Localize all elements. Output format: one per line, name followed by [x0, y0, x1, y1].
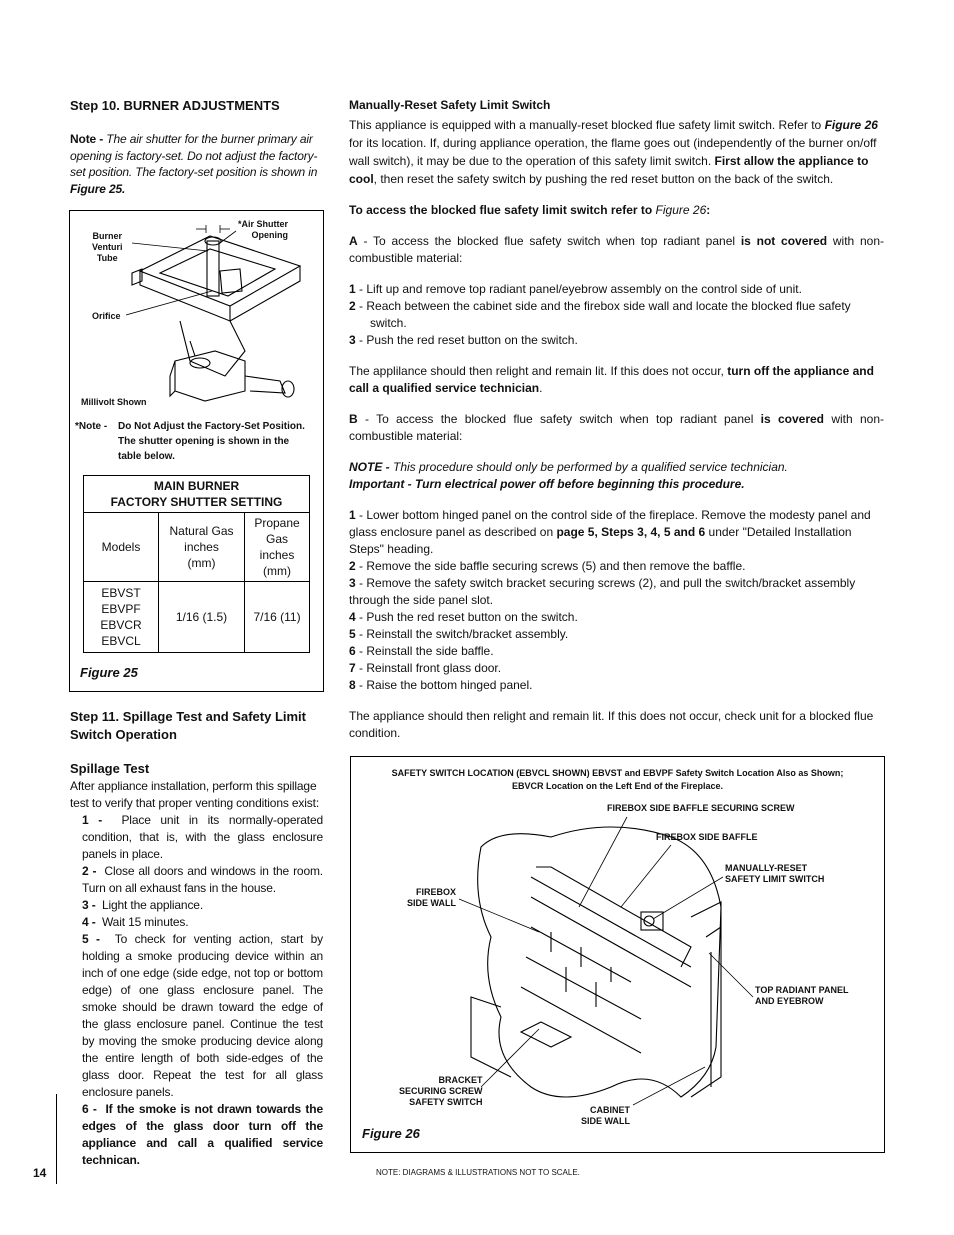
- relight-paragraph: The applilance should then relight and remain lit. If this does not occur, turn off the appliance and call a qualified service technician.: [349, 364, 874, 395]
- step11-title: Step 11. Spillage Test and Safety Limit Switch Operation: [70, 709, 306, 742]
- procedure-a-steps: [349, 281, 884, 349]
- step-text: - Reinstall the switch/bracket assembly.: [355, 627, 569, 641]
- step-number: 4 -: [82, 915, 96, 929]
- list-item: [70, 897, 323, 914]
- procedure-b-intro: B - To access the blocked flue safety switch when top radiant panel is covered with non-combustible material:: [349, 412, 884, 443]
- step-text: - Raise the bottom hinged panel.: [355, 678, 533, 692]
- left-column: [70, 97, 323, 197]
- table-row: [84, 582, 310, 653]
- step-number: 7: [349, 661, 356, 675]
- step-text: - Reinstall front glass door.: [355, 661, 502, 675]
- left-column-lower: [70, 708, 323, 1169]
- step-text: - Reinstall the side baffle.: [355, 644, 494, 658]
- callout-air-shutter: *Air Shutter Opening: [238, 219, 289, 240]
- step-text: Light the appliance.: [101, 898, 204, 912]
- step-number: 5: [349, 627, 356, 641]
- callout-radiant-panel: TOP RADIANT PANEL AND EYEBROW: [755, 985, 849, 1006]
- step-number: 6: [349, 644, 356, 658]
- step-number: 3: [349, 333, 356, 347]
- step-number: 1: [349, 282, 356, 296]
- step10-title: Step 10. BURNER ADJUSTMENTS: [70, 98, 280, 113]
- step-text: Wait 15 minutes.: [101, 915, 189, 929]
- table-title: MAIN BURNER FACTORY SHUTTER SETTING: [84, 476, 310, 513]
- col-natural-gas: Natural Gas inches (mm): [159, 513, 245, 582]
- step-number: 4: [349, 610, 356, 624]
- figure-26-label: Figure 26: [362, 1126, 420, 1141]
- power-off-warning: Important - Turn electrical power off before beginning this procedure.: [349, 477, 745, 491]
- callout-cabinet-wall: CABINET SIDE WALL: [581, 1105, 630, 1126]
- list-item: [349, 660, 884, 677]
- list-item: [70, 812, 323, 863]
- technician-note: NOTE - This procedure should only be performed by a qualified service technician.: [349, 460, 788, 474]
- propane-value: 7/16 (11): [245, 582, 310, 653]
- figure-26: [350, 756, 885, 1153]
- list-item: [349, 558, 884, 575]
- spillage-heading: Spillage Test: [70, 761, 150, 776]
- step-text: - Push the red reset button on the switch.: [355, 333, 578, 347]
- access-heading: To access the blocked flue safety limit switch refer to Figure 26:: [349, 203, 711, 217]
- step-text: - Reach between the cabinet side and the firebox side wall and locate the blocked flue safety switch.: [355, 299, 851, 330]
- step-number: 3: [349, 576, 356, 590]
- natural-gas-value: 1/16 (1.5): [159, 582, 245, 653]
- list-item: [70, 863, 323, 897]
- callout-firebox-wall: FIREBOX SIDE WALL: [407, 887, 456, 908]
- spillage-intro: After appliance installation, perform this spillage test to verify that proper venting conditions exist:: [70, 779, 319, 810]
- list-item: [349, 677, 884, 694]
- figure-25: [69, 210, 324, 692]
- fig25-note: *Note - Do Not Adjust the Factory-Set Position. The shutter opening is shown in the table below.: [75, 421, 305, 462]
- list-item: [349, 643, 884, 660]
- col-models: Models: [84, 513, 159, 582]
- step-number: 3 -: [82, 898, 96, 912]
- step10-note: Note - The air shutter for the burner primary air opening is factory-set. Do not adjust the factory-set position. The factory-set position is shown in Figure 25.: [70, 132, 318, 196]
- spillage-steps: [70, 812, 323, 1101]
- procedure-a-intro: A - To access the blocked flue safety switch when top radiant panel is not covered with non-combustible material:: [349, 234, 885, 265]
- figure-25-label: Figure 25: [80, 665, 138, 680]
- final-paragraph: The appliance should then relight and remain lit. If this does not occur, check unit for a blocked flue condition.: [349, 709, 874, 740]
- page-margin-rule: [56, 1094, 57, 1184]
- page-number: 14: [33, 1166, 47, 1180]
- step-text: Close all doors and windows in the room. Turn on all exhaust fans in the house.: [82, 864, 323, 895]
- list-item: [70, 914, 323, 931]
- callout-side-baffle: FIREBOX SIDE BAFFLE: [656, 832, 758, 842]
- list-item: [349, 626, 884, 643]
- list-item: [70, 931, 323, 1101]
- callout-safety-switch: MANUALLY-RESET SAFETY LIMIT SWITCH: [725, 863, 825, 884]
- step-number: 5 -: [82, 932, 100, 946]
- list-item: [349, 609, 884, 626]
- shutter-setting-table: [83, 475, 310, 653]
- callout-bracket-screw: BRACKET SECURING SCREW SAFETY SWITCH: [399, 1075, 483, 1107]
- models-list: EBVST EBVPF EBVCR EBVCL: [84, 582, 159, 653]
- callout-orifice: Orifice: [92, 311, 121, 321]
- step-number: 2: [349, 559, 356, 573]
- step-number: 2 -: [82, 864, 97, 878]
- list-item: [349, 298, 884, 332]
- callout-burner-venturi: Burner Venturi Tube: [92, 231, 123, 263]
- callout-baffle-screw: FIREBOX SIDE BAFFLE SECURING SCREW: [607, 803, 795, 813]
- col-propane: Propane Gas inches (mm): [245, 513, 310, 582]
- list-item: [349, 575, 884, 609]
- procedure-b-step-1: 1 - Lower bottom hinged panel on the control side of the fireplace. Remove the modesty panel and glass enclosure panel as described on page 5, Steps 3, 4, 5 and 6 under "Detailed Installation Steps" heading.: [349, 508, 871, 556]
- procedure-b-steps: [349, 558, 884, 694]
- step-number: 1 -: [82, 813, 103, 827]
- right-column: [349, 97, 884, 742]
- step-text: To check for venting action, start by holding a smoke producing device within an inch of one edge (side edge, not top or bottom edge) of one glass enclosure panel. The smoke should be drawn toward the edge of the glass enclosure panel. Continue the test by moving the smoke producing device along the entire length of both side-edges of the glass door. Repeat the test for all glass enclosure panels.: [82, 932, 324, 1099]
- footer-note: NOTE: DIAGRAMS & ILLUSTRATIONS NOT TO SCALE.: [376, 1168, 580, 1177]
- step-number: 8: [349, 678, 356, 692]
- step-number: 2: [349, 299, 356, 313]
- step-text: - Push the red reset button on the switch.: [355, 610, 578, 624]
- table-row: [84, 513, 310, 582]
- list-item: [349, 332, 884, 349]
- spillage-step-6: 6 - If the smoke is not drawn towards the edges of the glass door turn off the appliance and call a qualified service technican.: [82, 1102, 323, 1167]
- table-row: [84, 476, 310, 513]
- manual-reset-heading: Manually-Reset Safety Limit Switch: [349, 98, 551, 112]
- step-text: - Lift up and remove top radiant panel/eyebrow assembly on the control side of unit.: [355, 282, 802, 296]
- callout-millivolt: Millivolt Shown: [81, 397, 147, 407]
- step-text: - Remove the side baffle securing screws (5) and then remove the baffle.: [355, 559, 746, 573]
- manual-reset-intro: This appliance is equipped with a manually-reset blocked flue safety limit switch. Refer to Figure 26 for its location. If, during appliance operation, the flame goes out (independently of the burner on/off wall switch), it may be due to the operation of this safety limit switch. First allow the appliance to cool, then reset the safety switch by pushing the red reset button on the back of the switch.: [349, 118, 878, 186]
- step-text: - Remove the safety switch bracket securing screws (2), and pull the switch/bracket assembly through the side panel slot.: [349, 576, 856, 607]
- fig26-title: SAFETY SWITCH LOCATION (EBVCL SHOWN) EBVST and EBVPF Safety Switch Location Also as Shown; EBVCR Location on the Left End of the Fireplace.: [391, 768, 844, 791]
- list-item: [349, 281, 884, 298]
- step-text: Place unit in its normally-operated condition, that is, with the glass enclosure panels in place.: [82, 813, 323, 861]
